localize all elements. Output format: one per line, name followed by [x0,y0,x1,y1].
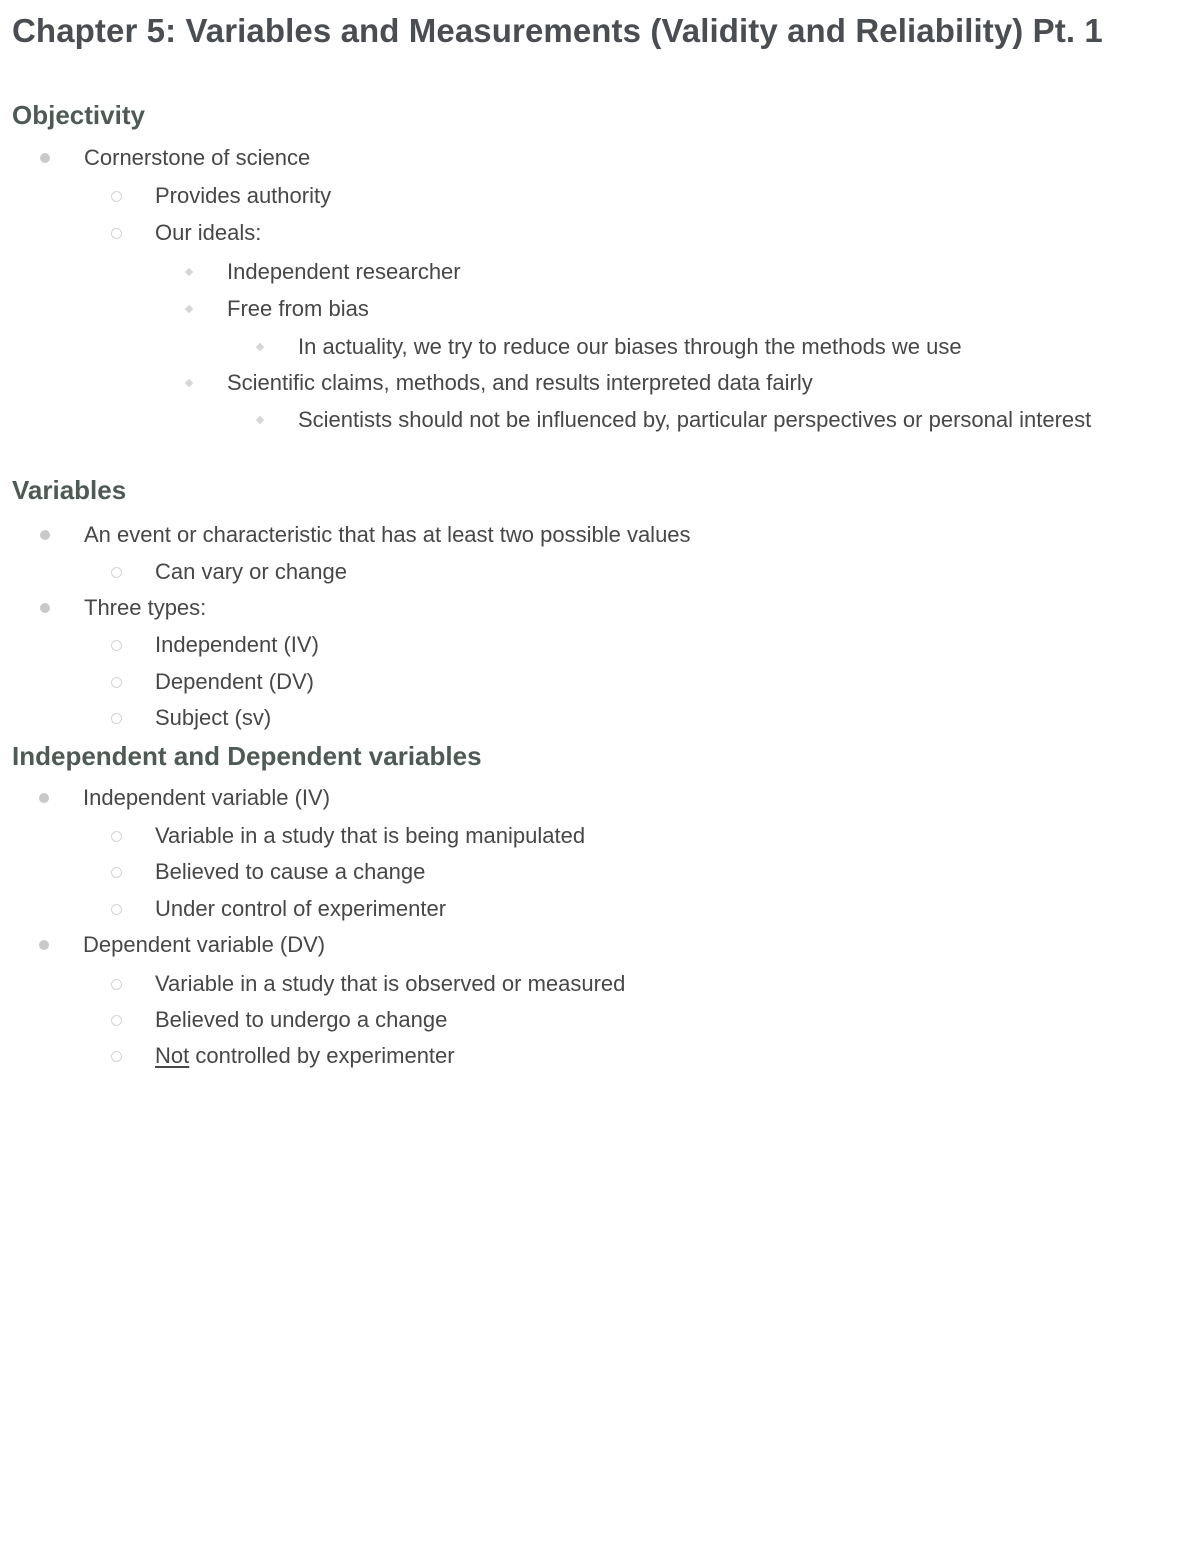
list-item: Three types: [84,592,206,624]
circle-bullet-icon [111,904,122,915]
list-item: Scientists should not be influenced by, particular perspectives or personal interest [298,404,1138,436]
list-item: Not controlled by experimenter [155,1040,455,1072]
diamond-bullet-icon [256,416,264,424]
bullet-icon [40,153,50,163]
bullet-icon [40,603,50,613]
section-heading-independent-dependent: Independent and Dependent variables [12,741,482,771]
list-item: Under control of experimenter [155,893,446,925]
list-item: In actuality, we try to reduce our biases through the methods we use [298,331,962,363]
bullet-icon [40,530,50,540]
circle-bullet-icon [111,1051,122,1062]
list-item: Believed to undergo a change [155,1004,447,1036]
list-item: Variable in a study that is being manipulated [155,820,585,852]
circle-bullet-icon [111,713,122,724]
circle-bullet-icon [111,191,122,202]
bullet-icon [39,940,49,950]
diamond-bullet-icon [256,343,264,351]
list-item: Can vary or change [155,556,347,588]
list-item: An event or characteristic that has at least two possible values [84,519,691,551]
diamond-bullet-icon [185,268,193,276]
list-item: Free from bias [227,293,369,325]
diamond-bullet-icon [185,305,193,313]
circle-bullet-icon [111,677,122,688]
list-item: Provides authority [155,180,331,212]
bullet-icon [39,793,49,803]
list-item: Cornerstone of science [84,142,310,174]
page-title: Chapter 5: Variables and Measurements (Validity and Reliability) Pt. 1 [12,12,1103,49]
circle-bullet-icon [111,831,122,842]
list-item: Independent (IV) [155,629,319,661]
list-item: Variable in a study that is observed or measured [155,968,625,1000]
circle-bullet-icon [111,979,122,990]
list-item: Independent researcher [227,256,461,288]
list-item: Our ideals: [155,217,261,249]
circle-bullet-icon [111,567,122,578]
circle-bullet-icon [111,228,122,239]
circle-bullet-icon [111,640,122,651]
diamond-bullet-icon [185,379,193,387]
list-item: Believed to cause a change [155,856,425,888]
list-item: Dependent variable (DV) [83,929,325,961]
list-item: Subject (sv) [155,702,271,734]
section-heading-objectivity: Objectivity [12,100,145,130]
list-item: Independent variable (IV) [83,782,330,814]
circle-bullet-icon [111,867,122,878]
list-item: Dependent (DV) [155,666,314,698]
circle-bullet-icon [111,1015,122,1026]
not-emphasis: Not [155,1043,190,1068]
section-heading-variables: Variables [12,475,127,505]
list-item: Scientific claims, methods, and results interpreted data fairly [227,367,813,399]
